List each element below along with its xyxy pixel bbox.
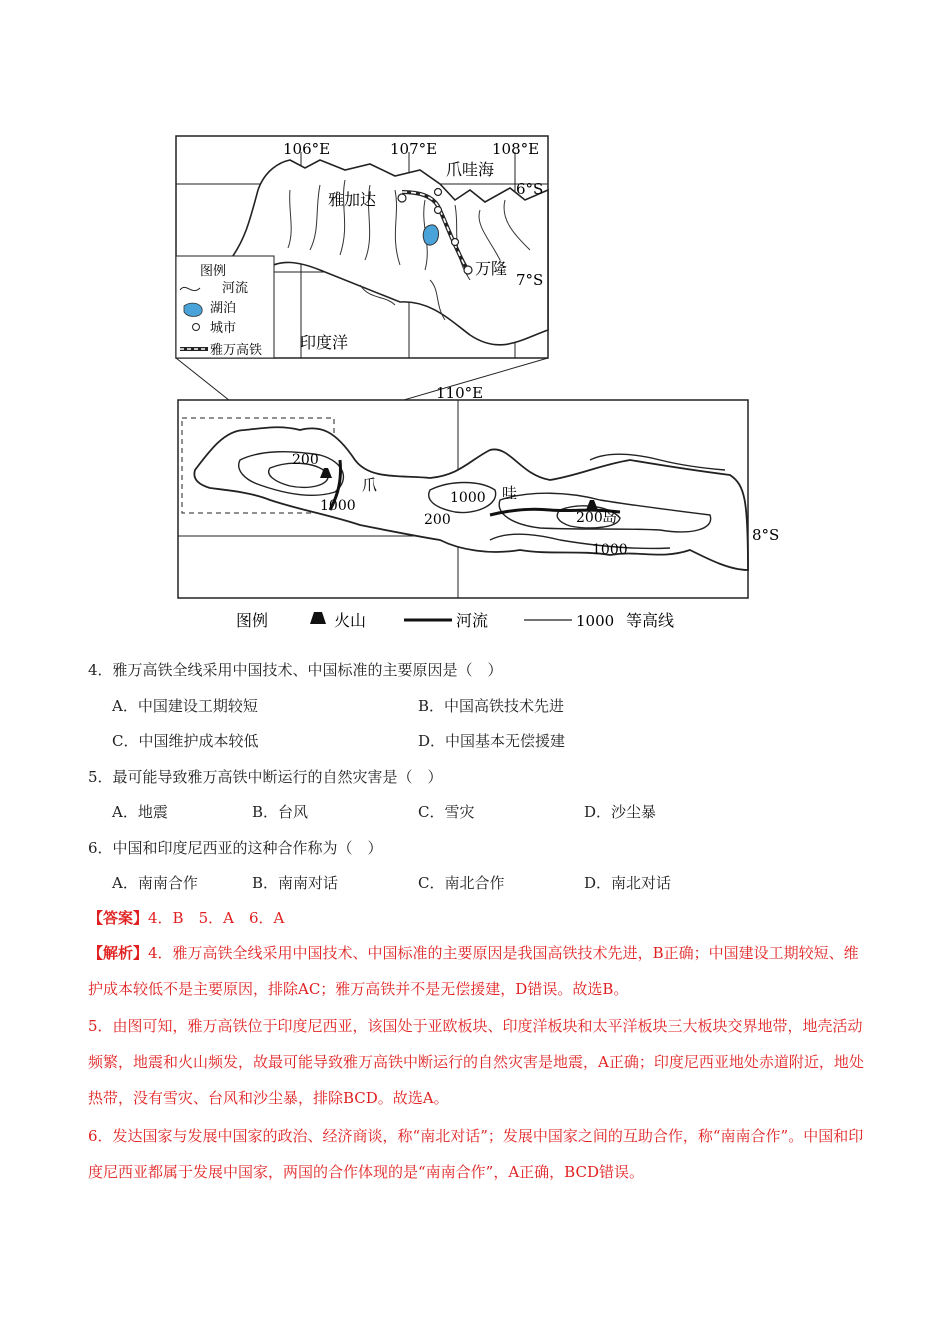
- top-map: [176, 136, 548, 358]
- legend-railway-label: 雅万高铁: [210, 343, 263, 358]
- city-bandung: [464, 266, 472, 274]
- lake: [423, 225, 438, 245]
- city-marker: [435, 207, 442, 214]
- map-figure: [170, 130, 790, 640]
- lon-label-110e: 110°E: [436, 384, 484, 402]
- contour-label: 200: [576, 510, 603, 526]
- legend-volcano-icon: [310, 612, 326, 624]
- island-label-1: 爪: [362, 476, 378, 494]
- top-legend-title: 图例: [200, 264, 227, 279]
- lat-label-8s: 8°S: [752, 526, 780, 544]
- q5-option-c: C．雪灾: [418, 803, 475, 821]
- analysis-paragraph-1: [88, 935, 864, 1007]
- island-label-3: 岛: [602, 508, 618, 526]
- lon-label-106e: 106°E: [283, 140, 331, 158]
- lon-label-107e: 107°E: [390, 140, 438, 158]
- city-marker: [435, 189, 442, 196]
- bottom-map: [178, 384, 779, 630]
- label-bandung: 万隆: [475, 259, 508, 278]
- legend-volcano-label: 火山: [334, 611, 367, 630]
- island-label-2: 哇: [502, 484, 518, 502]
- legend-lake-icon: [184, 303, 202, 316]
- legend-bottom-river-label: 河流: [456, 611, 489, 630]
- map-svg: [170, 130, 790, 640]
- question-5-stem: 5．最可能导致雅万高铁中断运行的自然灾害是（ ）: [88, 768, 443, 786]
- q6-option-c: C．南北合作: [418, 874, 505, 892]
- legend-contour-label: 等高线: [626, 611, 675, 630]
- q5-option-d: D．沙尘暴: [584, 803, 657, 821]
- contour-label: 1000: [450, 490, 486, 506]
- q5-option-b: B．台风: [252, 803, 309, 821]
- lat-label-7s: 7°S: [516, 271, 544, 289]
- contour-label: 200: [424, 512, 451, 528]
- label-java-sea: 爪哇海: [446, 160, 495, 179]
- q4-option-b: B．中国高铁技术先进: [418, 697, 565, 715]
- city-jakarta: [398, 194, 406, 202]
- legend-lake-label: 湖泊: [210, 301, 237, 316]
- contour-label: 1000: [592, 542, 628, 558]
- lon-label-108e: 108°E: [492, 140, 540, 158]
- q5-option-a: A．地震: [112, 803, 168, 821]
- answer-tag: 【答案】: [88, 909, 149, 927]
- bottom-legend-title: 图例: [236, 611, 269, 630]
- contour-label: 1000: [320, 498, 356, 514]
- contour-label: 200: [292, 452, 319, 468]
- q4-option-c: C．中国维护成本较低: [112, 732, 259, 750]
- analysis-paragraph-3: 6．发达国家与发展中国家的政治、经济商谈，称“南北对话”；发展中国家之间的互助合作，称“南南合作”。中国和印度尼西亚都属于发展中国家，两国的合作体现的是“南南合作”，A正确，BCD错误。: [88, 1127, 864, 1181]
- q6-option-a: A．南南合作: [112, 874, 198, 892]
- answer-text: 4．B 5．A 6．A: [148, 909, 285, 927]
- legend-city-icon: [193, 324, 200, 331]
- analysis-paragraph-2: 5．由图可知，雅万高铁位于印度尼西亚，该国处于亚欧板块、印度洋板块和太平洋板块三大板块交界地带，地壳活动频繁，地震和火山频发，故最可能导致雅万高铁中断运行的自然灾害是地震，A正确；印度尼西亚地处赤道附近，地处热带，没有雪灾、台风和沙尘暴，排除BCD。故选A。: [88, 1017, 864, 1107]
- analysis-p1-text: 4．雅万高铁全线采用中国技术、中国标准的主要原因是我国高铁技术先进，B正确；中国建设工期较短、维护成本较低不是主要原因，排除AC；雅万高铁并不是无偿援建，D错误。故选B。: [88, 944, 859, 998]
- q6-option-b: B．南南对话: [252, 874, 339, 892]
- label-jakarta: 雅加达: [328, 190, 377, 209]
- label-indian-ocean: 印度洋: [300, 333, 349, 352]
- city-marker: [452, 239, 459, 246]
- analysis-tag: 【解析】: [88, 944, 149, 962]
- question-6-stem: 6．中国和印度尼西亚的这种合作称为（ ）: [88, 839, 383, 857]
- legend-river-label: 河流: [222, 281, 249, 296]
- lat-label-6s: 6°S: [516, 180, 544, 198]
- question-4-stem: 4．雅万高铁全线采用中国技术、中国标准的主要原因是（ ）: [88, 661, 503, 679]
- q4-option-d: D．中国基本无偿援建: [418, 732, 566, 750]
- legend-contour-value: 1000: [576, 612, 615, 630]
- q6-option-d: D．南北对话: [584, 874, 672, 892]
- legend-city-label: 城市: [210, 321, 237, 336]
- q4-option-a: A．中国建设工期较短: [112, 697, 258, 715]
- answer-line: [88, 908, 284, 928]
